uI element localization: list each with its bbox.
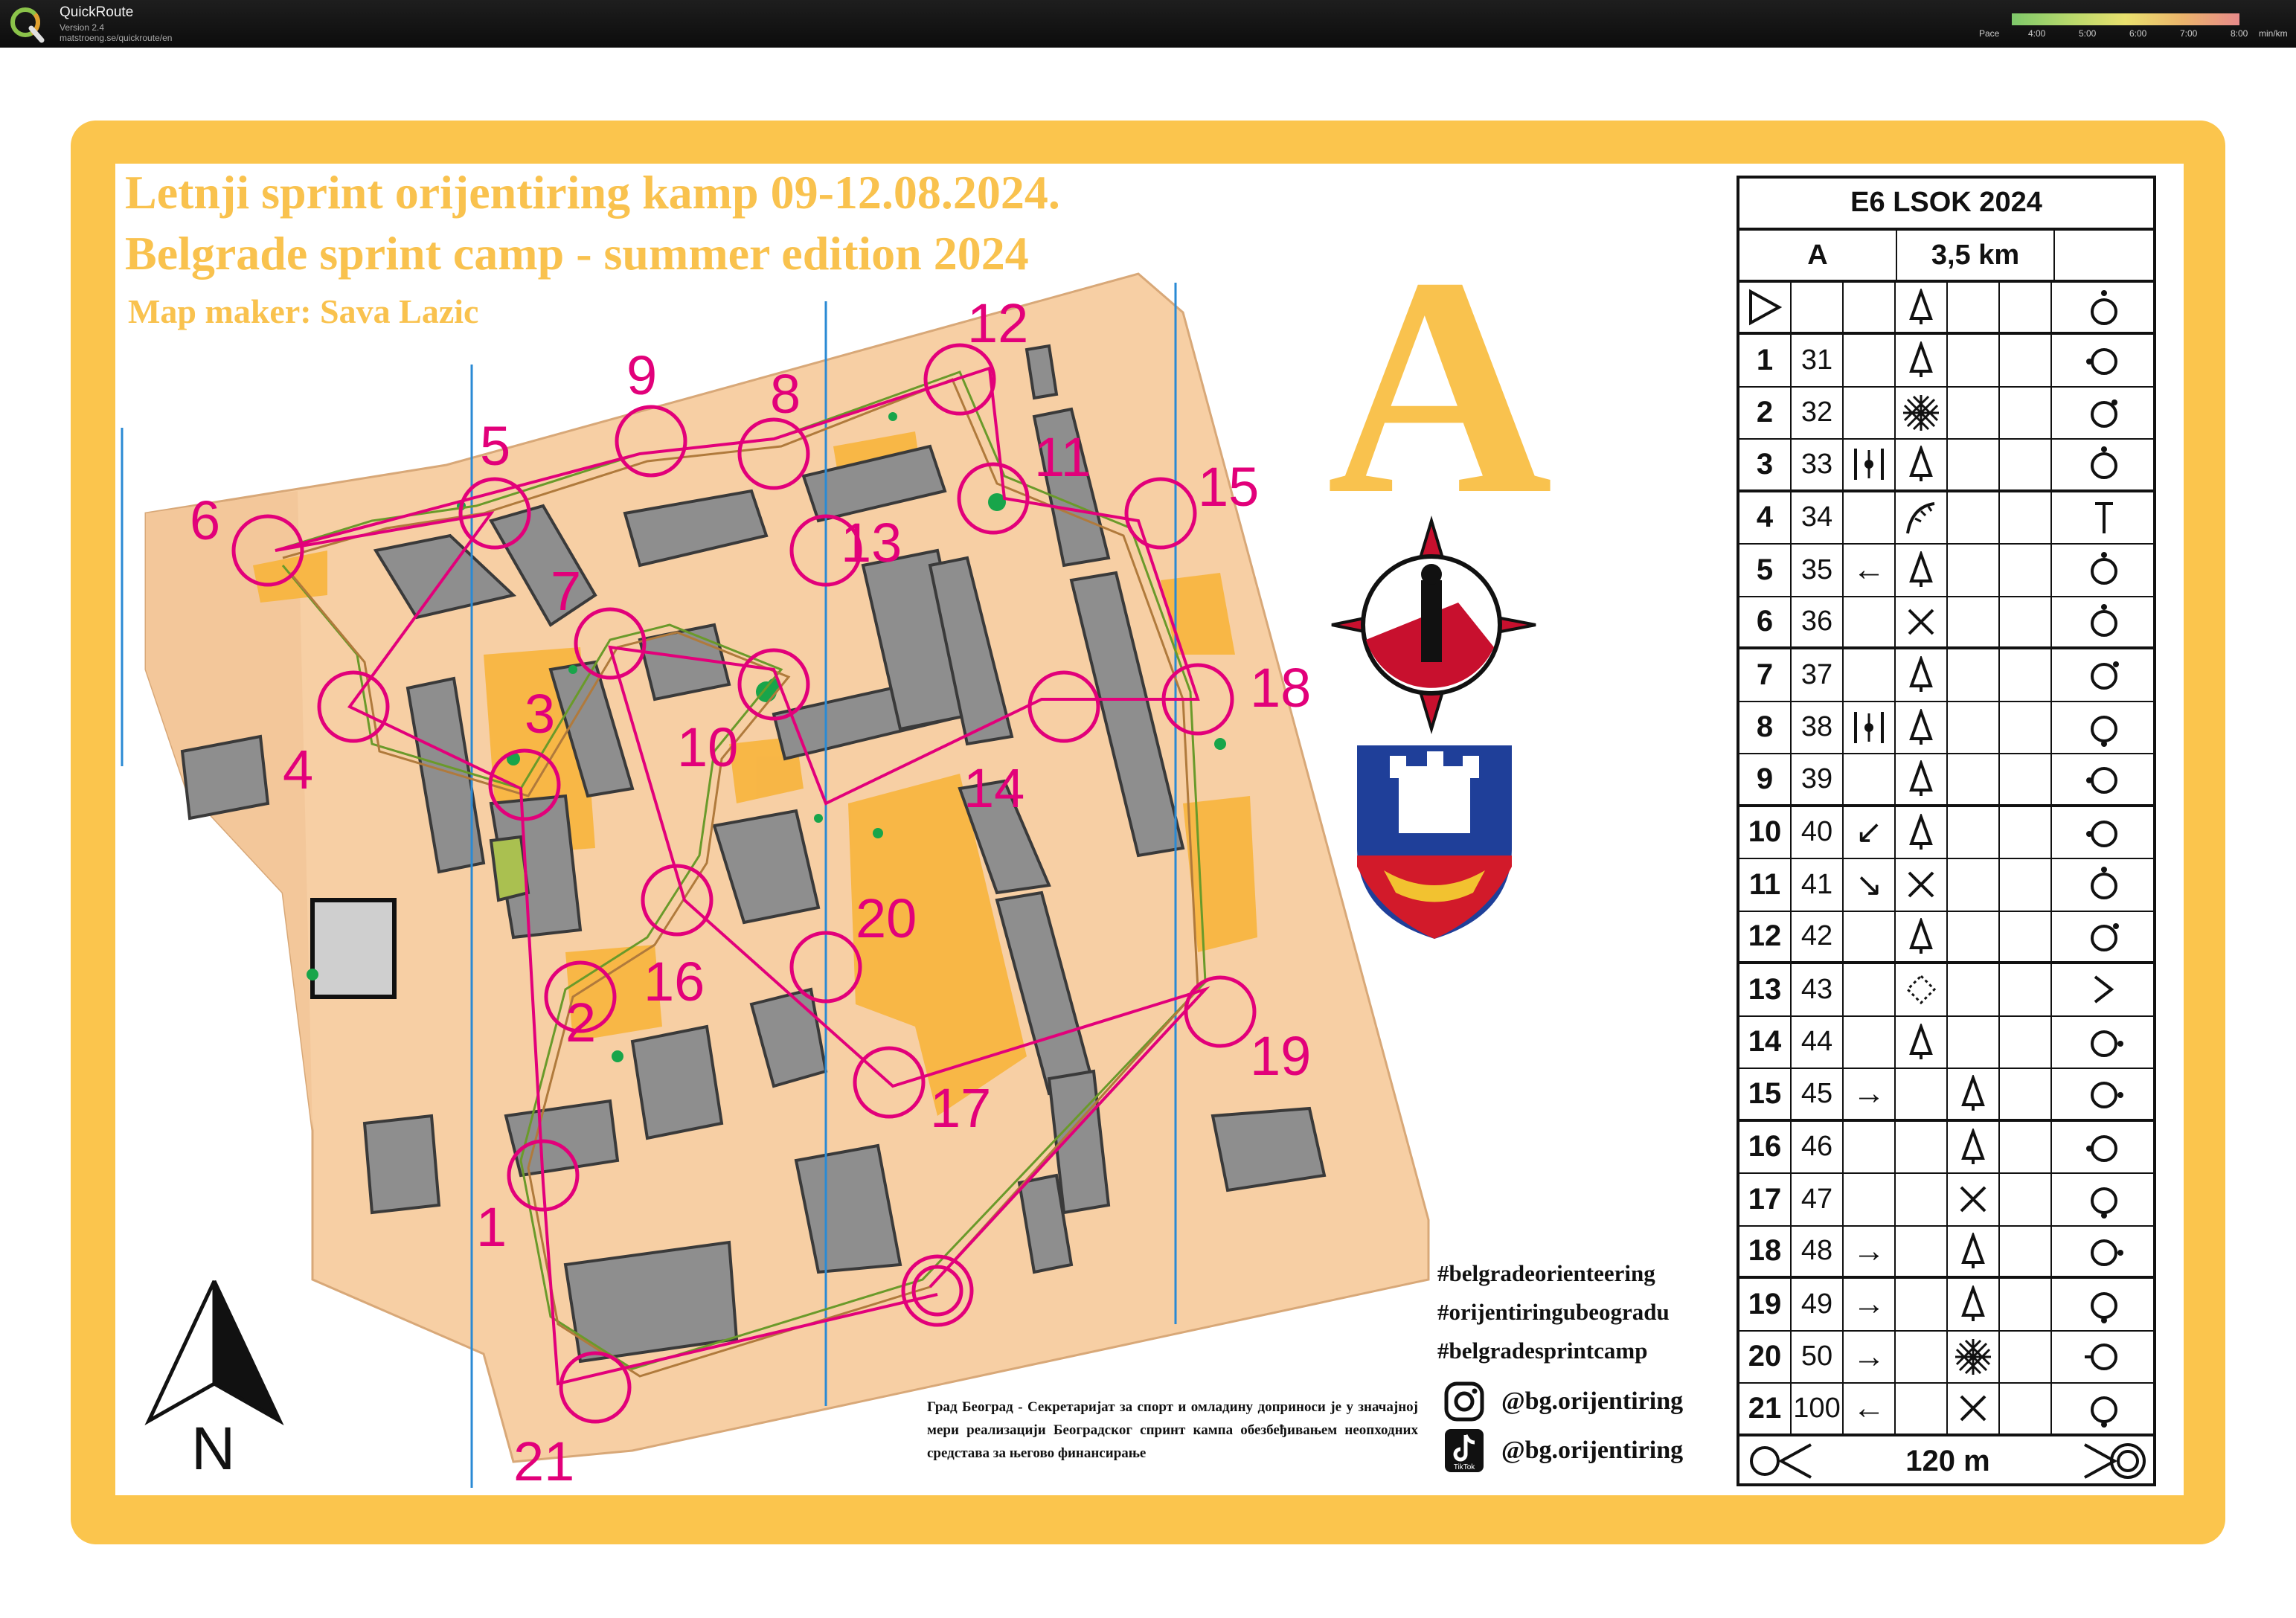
- instagram-icon: [1443, 1381, 1485, 1422]
- cd-feature: [1896, 545, 1948, 596]
- control-number: 17: [930, 1077, 992, 1139]
- cd-location-icon: [2052, 1017, 2156, 1068]
- cd-control-code: 32: [1792, 388, 1844, 439]
- cd-control-code: 36: [1792, 597, 1844, 647]
- cd-feature: [1896, 754, 1948, 804]
- pace-label: Pace: [1979, 28, 2000, 39]
- cd-class: A: [1739, 231, 1897, 280]
- cd-feature: [1896, 1227, 1948, 1277]
- cd-control-number: 7: [1739, 649, 1792, 701]
- cd-appearance: [2000, 1017, 2052, 1068]
- cd-location-icon: [2052, 702, 2156, 754]
- cd-feature-detail: [1948, 1122, 2000, 1173]
- cd-length: 3,5 km: [1897, 231, 2055, 280]
- cd-direction: →: [1844, 1069, 1896, 1119]
- cd-direction: [1844, 335, 1896, 386]
- cd-direction: [1844, 388, 1896, 439]
- cd-location-icon: [2052, 754, 2156, 804]
- cd-appearance: [2000, 859, 2052, 911]
- cd-feature-detail: [1948, 807, 2000, 858]
- cd-appearance: [2000, 1069, 2052, 1119]
- cd-feature: [1896, 912, 1948, 962]
- cd-row: [1739, 1017, 2153, 1070]
- control-number: 7: [551, 560, 582, 622]
- cd-appearance: [2000, 1227, 2052, 1277]
- cd-control-code: 42: [1792, 912, 1844, 962]
- cd-direction: [1844, 492, 1896, 544]
- cd-class-row: [1739, 231, 2153, 283]
- cd-control-number: 3: [1739, 440, 1792, 489]
- cd-feature-detail: [1948, 545, 2000, 596]
- course-letter-text: A: [1327, 245, 1553, 513]
- cd-row: [1739, 440, 2153, 492]
- cd-direction: [1844, 440, 1896, 489]
- cd-appearance: [2000, 702, 2052, 754]
- cd-location-icon: [2052, 440, 2156, 489]
- cd-location-icon: [2052, 388, 2156, 439]
- cd-feature: [1896, 1279, 1948, 1330]
- control-number: 14: [963, 757, 1025, 819]
- cd-direction: [1844, 702, 1896, 754]
- cd-control-number: 14: [1739, 1017, 1792, 1068]
- sponsor-text: Град Београд - Секретаријат за спорт и омладину доприноси је у значајној мери реализацији Београдског спринт кампа обезбеђивањем неопходних средстава за његово финансирање: [927, 1399, 1418, 1461]
- cd-control-code: 48: [1792, 1227, 1844, 1277]
- cd-control-code: 45: [1792, 1069, 1844, 1119]
- north-label: N: [191, 1415, 236, 1483]
- cd-control-code: 34: [1792, 492, 1844, 544]
- cd-feature-detail: [1948, 964, 2000, 1015]
- cd-feature: [1896, 702, 1948, 754]
- cd-appearance: [2000, 597, 2052, 647]
- start-triangle-icon: [1739, 283, 1792, 332]
- control-number: 5: [480, 415, 511, 477]
- cd-direction: [1844, 1017, 1896, 1068]
- cd-location-icon: [2052, 1227, 2156, 1277]
- app-url: matstroeng.se/quickroute/en: [60, 33, 173, 43]
- cd-feature-detail: [1948, 335, 2000, 386]
- hashtag: #belgradeorienteering: [1437, 1260, 1655, 1286]
- cd-row: [1739, 964, 2153, 1017]
- pace-unit: min/km: [2259, 28, 2288, 39]
- cd-direction: [1844, 912, 1896, 962]
- cd-feature: [1896, 1069, 1948, 1119]
- cd-feature-detail: [1948, 440, 2000, 489]
- cd-control-code: 41: [1792, 859, 1844, 911]
- cd-feature-detail: [1948, 388, 2000, 439]
- cd-row: [1739, 1069, 2153, 1122]
- control-number: 16: [644, 951, 705, 1012]
- course-letter: [1309, 245, 1570, 513]
- federation-logo: [1332, 521, 1536, 729]
- cd-control-number: 5: [1739, 545, 1792, 596]
- cd-row: [1739, 1332, 2153, 1384]
- control-number: 10: [677, 716, 739, 778]
- cd-feature-detail: [1948, 492, 2000, 544]
- cd-feature: [1896, 492, 1948, 544]
- cd-row: [1739, 754, 2153, 807]
- cd-row: [1739, 1227, 2153, 1280]
- cd-appearance: [2000, 440, 2052, 489]
- cd-control-code: 33: [1792, 440, 1844, 489]
- cd-control-code: 37: [1792, 649, 1844, 701]
- cd-appearance: [2000, 1174, 2052, 1225]
- cd-control-number: 21: [1739, 1384, 1792, 1434]
- cd-feature-detail: [1948, 1069, 2000, 1119]
- cd-control-code: 47: [1792, 1174, 1844, 1225]
- cd-location-icon: [2052, 1122, 2156, 1173]
- app-title: QuickRoute: [60, 4, 134, 20]
- map-maker: Map maker: Sava Lazic: [128, 292, 479, 330]
- hashtag: #orijentiringubeogradu: [1437, 1299, 1670, 1325]
- cd-control-code: 100: [1792, 1384, 1844, 1434]
- cd-control-number: 19: [1739, 1279, 1792, 1330]
- cd-control-code: 38: [1792, 702, 1844, 754]
- cd-location-icon: [2052, 597, 2156, 647]
- cd-control-number: 13: [1739, 964, 1792, 1015]
- cd-row: [1739, 1279, 2153, 1332]
- cd-feature-detail: [1948, 1227, 2000, 1277]
- cd-direction: ←: [1844, 1384, 1896, 1434]
- cd-appearance: [2000, 1384, 2052, 1434]
- cd-direction: ↘: [1844, 859, 1896, 911]
- cd-appearance: [2000, 649, 2052, 701]
- cd-appearance: [2000, 388, 2052, 439]
- pace-tick: 4:00: [2028, 28, 2046, 39]
- cd-row: [1739, 388, 2153, 440]
- control-number: 12: [967, 292, 1029, 354]
- cd-appearance: [2000, 492, 2052, 544]
- cd-feature: [1896, 1384, 1948, 1434]
- cd-location-icon: [2052, 1332, 2156, 1383]
- cd-feature: [1896, 649, 1948, 701]
- finish-from-control-icon: [1739, 1436, 1821, 1486]
- cd-row: [1739, 492, 2153, 545]
- cd-control-number: 4: [1739, 492, 1792, 544]
- cd-control-code: 50: [1792, 1332, 1844, 1383]
- cd-direction: [1844, 1122, 1896, 1173]
- cd-feature-detail: [1948, 859, 2000, 911]
- cd-feature: [1896, 335, 1948, 386]
- control-number: 20: [856, 887, 917, 949]
- cd-feature: [1896, 1332, 1948, 1383]
- cd-direction: [1844, 754, 1896, 804]
- cd-event-name: E6 LSOK 2024: [1739, 179, 2153, 231]
- cd-control-number: 12: [1739, 912, 1792, 962]
- pace-tick: 5:00: [2079, 28, 2097, 39]
- cd-direction: [1844, 1174, 1896, 1225]
- cd-control-number: 11: [1739, 859, 1792, 911]
- cd-feature-detail: [1948, 597, 2000, 647]
- control-number: 15: [1198, 456, 1260, 518]
- cd-row: [1739, 649, 2153, 702]
- cd-direction: [1844, 964, 1896, 1015]
- cd-appearance: [2000, 964, 2052, 1015]
- cd-row: [1739, 1174, 2153, 1227]
- cd-control-number: 6: [1739, 597, 1792, 647]
- control-number: 13: [841, 512, 902, 574]
- cd-control-code: 49: [1792, 1279, 1844, 1330]
- cd-finish-row: [1739, 1436, 2153, 1486]
- control-number: 3: [525, 683, 556, 745]
- cd-row: [1739, 335, 2153, 388]
- cd-control-number: 8: [1739, 702, 1792, 754]
- cd-control-number: 10: [1739, 807, 1792, 858]
- cd-location-icon: [2052, 1384, 2156, 1434]
- control-number: 8: [770, 363, 801, 425]
- pace-tick: 6:00: [2129, 28, 2147, 39]
- cd-control-number: 1: [1739, 335, 1792, 386]
- finish-circle-icon: [2074, 1436, 2156, 1486]
- north-arrow-icon: [141, 1281, 286, 1483]
- cd-feature: [1896, 597, 1948, 647]
- cd-control-number: 18: [1739, 1227, 1792, 1277]
- cd-row: [1739, 859, 2153, 912]
- cd-row: [1739, 702, 2153, 755]
- pace-tick: 7:00: [2180, 28, 2198, 39]
- control-number: 6: [190, 489, 221, 551]
- cd-direction: →: [1844, 1227, 1896, 1277]
- cd-location-icon: [2052, 1174, 2156, 1225]
- cd-feature: [1896, 1017, 1948, 1068]
- cd-control-number: 2: [1739, 388, 1792, 439]
- cd-location-icon: [2052, 492, 2156, 544]
- cd-finish-length: 120 m: [1905, 1444, 1990, 1477]
- app-version: Version 2.4: [60, 22, 105, 33]
- cd-control-code: 44: [1792, 1017, 1844, 1068]
- social-instagram[interactable]: [1443, 1379, 1683, 1424]
- cd-control-code: 31: [1792, 335, 1844, 386]
- hashtag: #belgradesprintcamp: [1437, 1338, 1648, 1364]
- cd-feature: [1896, 964, 1948, 1015]
- cd-feature-detail: [1948, 1384, 2000, 1434]
- cd-row: [1739, 912, 2153, 965]
- cd-control-number: 9: [1739, 754, 1792, 804]
- cd-appearance: [2000, 807, 2052, 858]
- cd-direction: →: [1844, 1279, 1896, 1330]
- control-number: 18: [1250, 657, 1312, 719]
- cd-appearance: [2000, 1122, 2052, 1173]
- cd-feature: [1896, 388, 1948, 439]
- control-description-sheet: [1737, 176, 2156, 1486]
- cd-location-icon: [2052, 912, 2156, 962]
- instagram-handle: @bg.orijentiring: [1501, 1387, 1684, 1415]
- cd-control-number: 15: [1739, 1069, 1792, 1119]
- cd-appearance: [2000, 912, 2052, 962]
- map-title-serbian: Letnji sprint orijentiring kamp 09-12.08.2024.: [125, 166, 1060, 219]
- cd-control-number: 17: [1739, 1174, 1792, 1225]
- cd-location-icon: [2052, 1279, 2156, 1330]
- cd-location-icon: [2052, 807, 2156, 858]
- cd-feature-detail: [1948, 1279, 2000, 1330]
- control-number: 21: [513, 1431, 575, 1492]
- position-top-circle-icon: [2052, 283, 2156, 332]
- tiktok-icon-text: TikTok: [1453, 1463, 1475, 1471]
- cd-feature: [1896, 859, 1948, 911]
- cd-location-icon: [2052, 649, 2156, 701]
- cd-row: [1739, 807, 2153, 860]
- cd-location-icon: [2052, 859, 2156, 911]
- cd-control-number: 16: [1739, 1122, 1792, 1173]
- cd-row: [1739, 1122, 2153, 1175]
- cd-feature-detail: [1948, 649, 2000, 701]
- cd-control-code: 43: [1792, 964, 1844, 1015]
- cd-location-icon: [2052, 1069, 2156, 1119]
- cd-direction: [1844, 649, 1896, 701]
- control-number: 2: [565, 992, 597, 1053]
- cd-feature: [1896, 440, 1948, 489]
- cd-direction: ←: [1844, 545, 1896, 596]
- cd-appearance: [2000, 545, 2052, 596]
- cd-row: [1739, 1384, 2153, 1436]
- cd-feature-detail: [1948, 1332, 2000, 1383]
- pace-tick: 8:00: [2231, 28, 2248, 39]
- cd-feature-detail: [1948, 702, 2000, 754]
- cd-feature: [1896, 1122, 1948, 1173]
- control-number: 1: [476, 1196, 507, 1258]
- cd-direction: →: [1844, 1332, 1896, 1383]
- map-title-english: Belgrade sprint camp - summer edition 2024: [125, 227, 1029, 280]
- cd-feature: [1896, 807, 1948, 858]
- tree-icon: [1896, 283, 1948, 332]
- cd-appearance: [2000, 1279, 2052, 1330]
- cd-appearance: [2000, 335, 2052, 386]
- cd-feature-detail: [1948, 912, 2000, 962]
- cd-row: [1739, 545, 2153, 597]
- cd-appearance: [2000, 754, 2052, 804]
- control-number: 11: [1034, 426, 1091, 488]
- cd-control-code: 35: [1792, 545, 1844, 596]
- cd-feature: [1896, 1174, 1948, 1225]
- cd-direction: [1844, 597, 1896, 647]
- cd-control-code: 39: [1792, 754, 1844, 804]
- belgrade-coat-of-arms: [1357, 745, 1512, 939]
- social-tiktok[interactable]: [1443, 1428, 1683, 1473]
- cd-appearance: [2000, 1332, 2052, 1383]
- cd-location-icon: [2052, 545, 2156, 596]
- cd-row: [1739, 597, 2153, 650]
- tiktok-icon: [1443, 1428, 1485, 1474]
- control-number: 19: [1250, 1025, 1312, 1087]
- control-number: 9: [626, 344, 658, 406]
- cd-direction: ↙: [1844, 807, 1896, 858]
- control-number: 4: [283, 739, 314, 800]
- cd-location-icon: [2052, 335, 2156, 386]
- cd-start-row: [1739, 283, 2153, 335]
- enclosure: [312, 900, 394, 997]
- cd-location-icon: [2052, 964, 2156, 1015]
- cd-control-code: 40: [1792, 807, 1844, 858]
- tiktok-handle: @bg.orijentiring: [1501, 1436, 1684, 1464]
- cd-control-code: 46: [1792, 1122, 1844, 1173]
- cd-control-number: 20: [1739, 1332, 1792, 1383]
- cd-feature-detail: [1948, 754, 2000, 804]
- cd-feature-detail: [1948, 1017, 2000, 1068]
- cd-feature-detail: [1948, 1174, 2000, 1225]
